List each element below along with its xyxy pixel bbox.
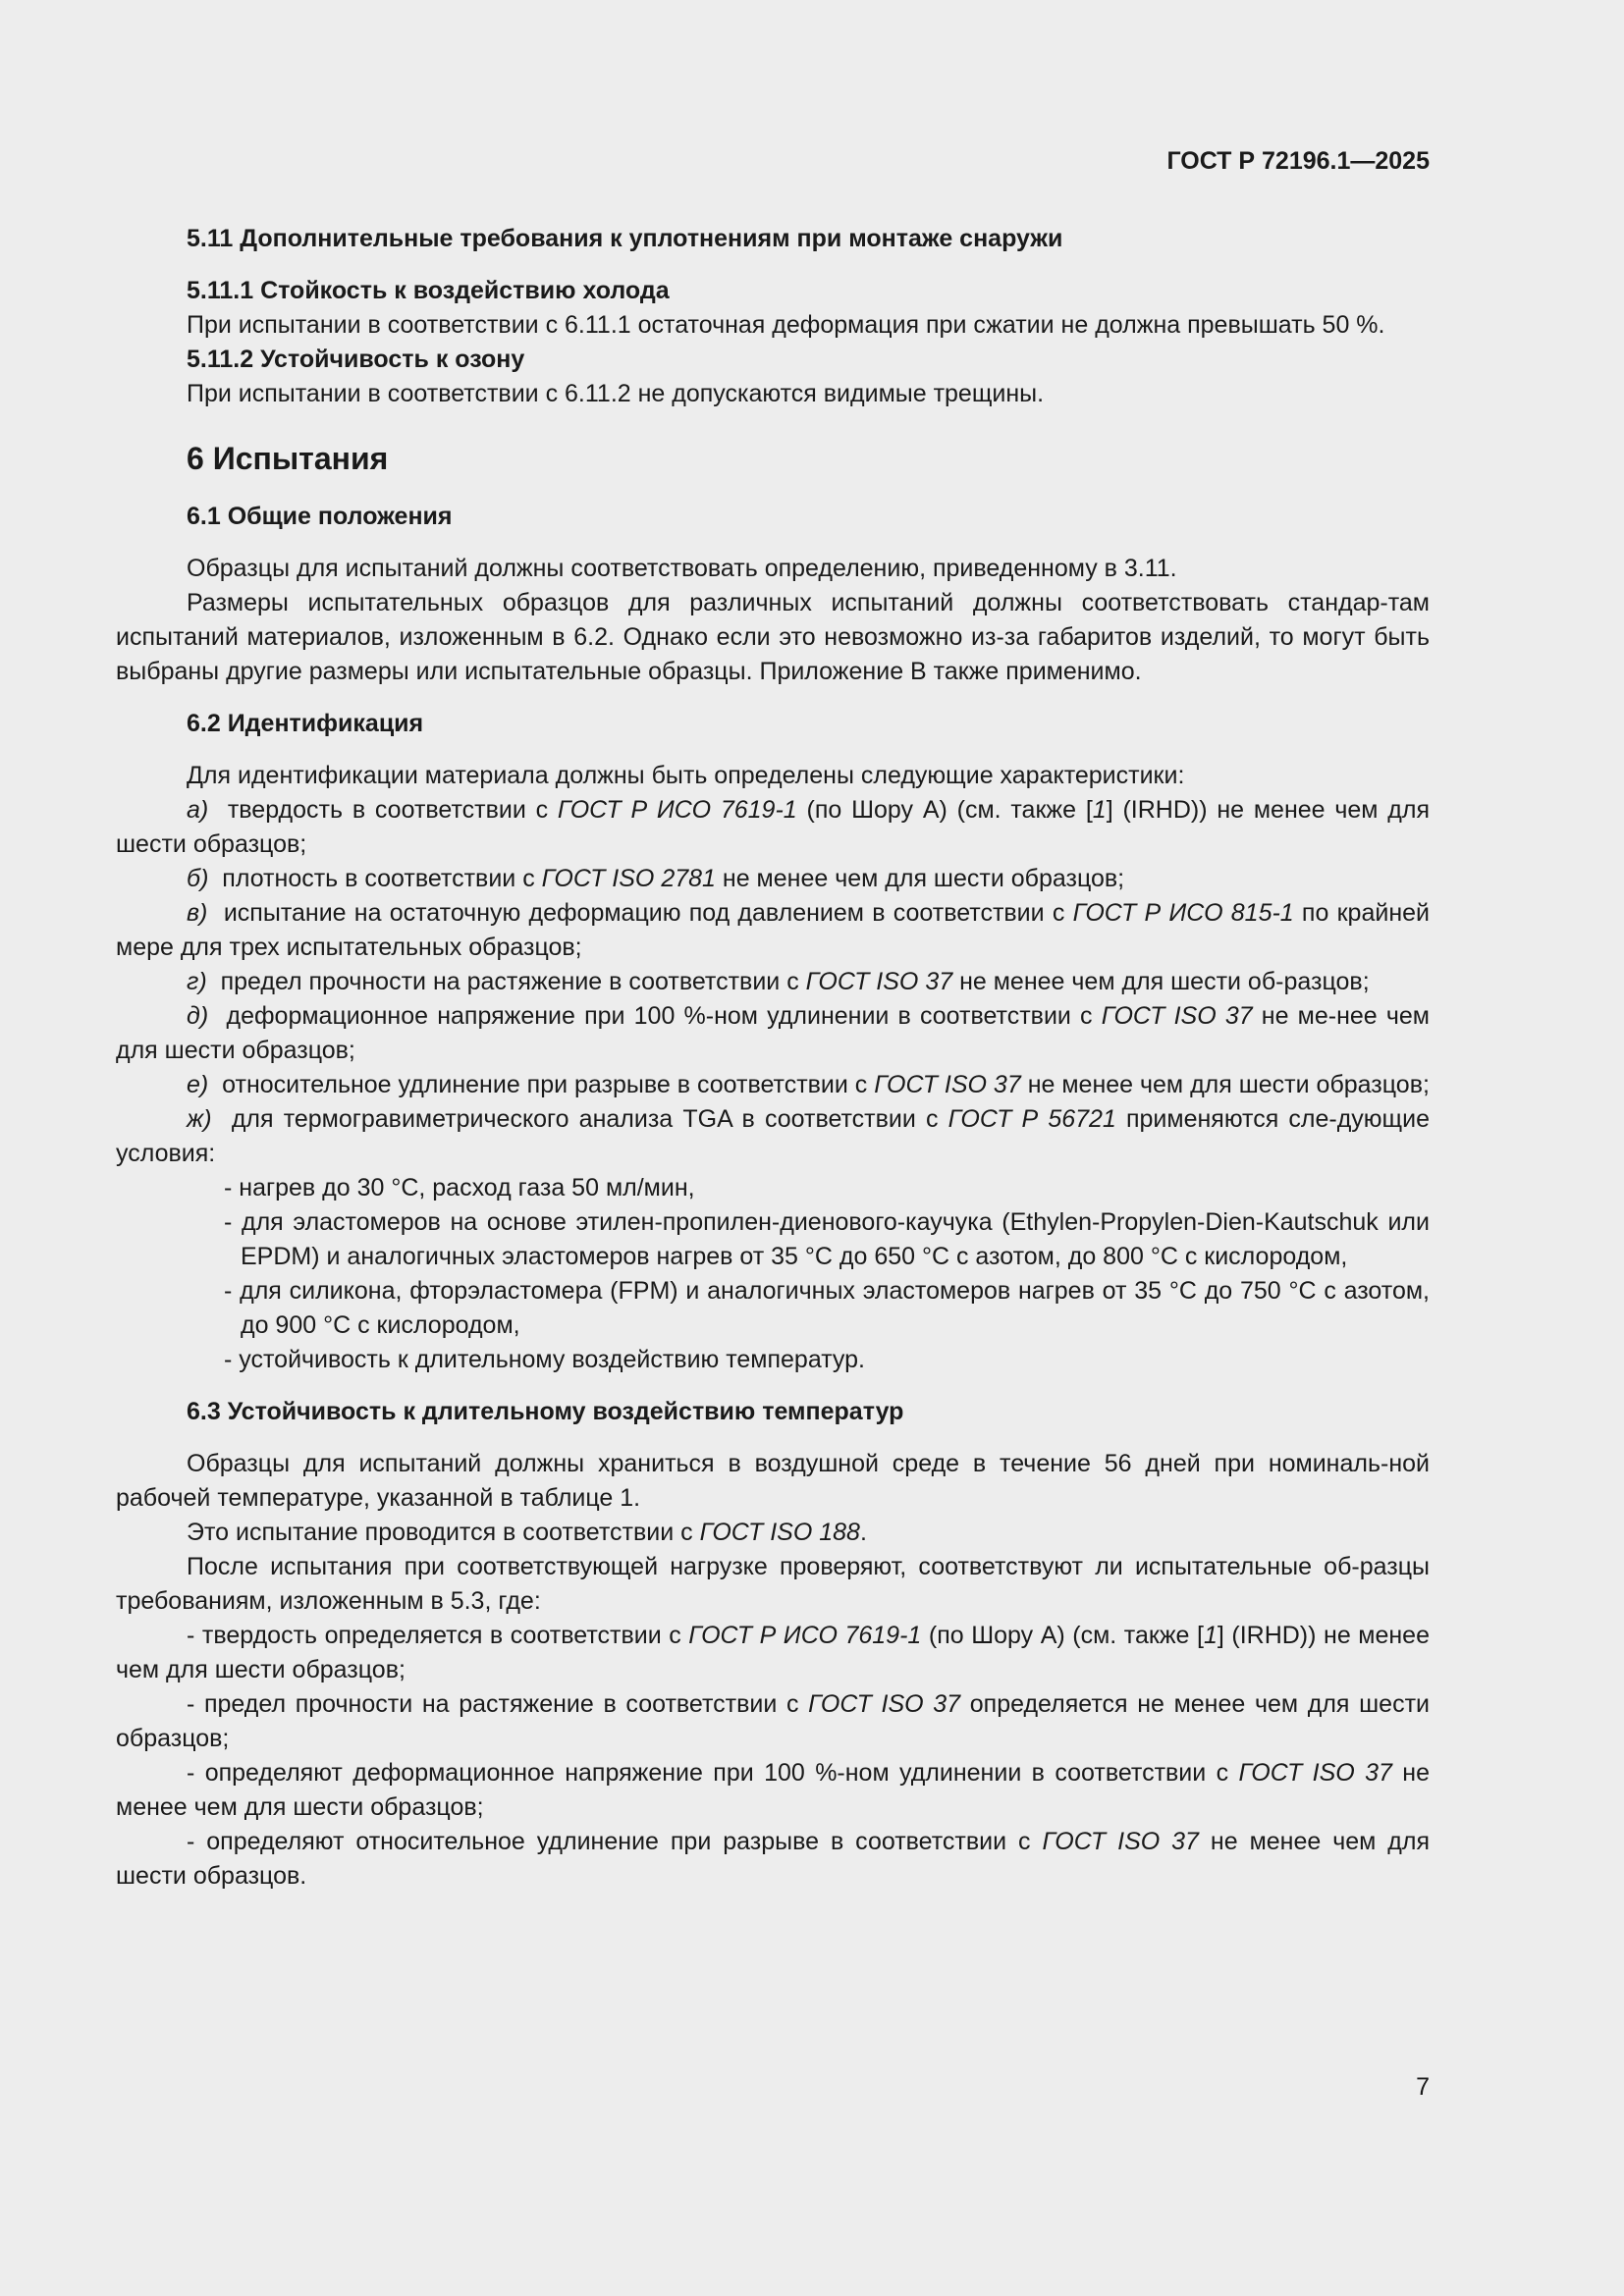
section-5-11-1-text: При испытании в соответствии с 6.11.1 остаточная деформация при сжатии не должна превышать 50 %. (187, 311, 1385, 339)
section-6-3-item-3 (116, 1756, 1430, 1825)
list-item-text: - определяют относительное удлинение при разрыве в соответствии с (187, 1828, 1043, 1855)
section-6-heading: 6 Испытания (187, 441, 389, 476)
list-item-text: (по Шору А) (см. также [ (921, 1622, 1204, 1649)
section-5-11-1-heading: 5.11.1 Стойкость к воздействию холода (187, 277, 670, 304)
standard-reference: ГОСТ ISO 37 (808, 1690, 961, 1718)
list-item-text: не менее чем для шести образцов; (116, 1759, 1431, 1821)
list-item-a (116, 793, 1430, 862)
list-item-text: (по Шору А) (см. также [ (796, 796, 1093, 824)
paragraph-text: . (859, 1519, 867, 1546)
standard-reference: ГОСТ Р ИСО 7619-1 (557, 796, 797, 824)
list-marker: д) (187, 1002, 209, 1030)
tga-condition-item: - для силикона, фторэластомера (FPM) и аналогичных эластомеров нагрев от 35 °С до 750 °С с азотом, до 900 °С с кислородом, (224, 1277, 1430, 1339)
list-item-text: определяется не менее чем для шести образцов; (116, 1690, 1430, 1752)
page-body (116, 222, 1430, 1894)
list-item-text: - определяют деформационное напряжение при 100 %-ном удлинении в соответствии с (187, 1759, 1239, 1787)
document-header: ГОСТ Р 72196.1—2025 (1166, 147, 1430, 175)
list-item-e (116, 1068, 1430, 1102)
tga-condition-item: - нагрев до 30 °С, расход газа 50 мл/мин, (224, 1174, 695, 1201)
list-item-text: ] (IRHD)) не менее чем для шести образцов; (116, 796, 1430, 858)
section-5-11-2-heading: 5.11.2 Устойчивость к озону (187, 346, 525, 373)
citation: 1 (1092, 796, 1107, 824)
list-item-text: применяются сле-дующие условия: (116, 1105, 1430, 1167)
paragraph-text: Это испытание проводится в соответствии с (187, 1519, 700, 1546)
tga-condition-item: - устойчивость к длительному воздействию температур. (224, 1346, 865, 1373)
list-item-v (116, 896, 1430, 965)
list-item-g (116, 965, 1430, 999)
list-item-text: деформационное напряжение при 100 %-ном удлинении в соответствии с (226, 1002, 1102, 1030)
standard-reference: ГОСТ ISO 37 (1101, 1002, 1253, 1030)
list-item-text: не менее чем для шести образцов. (116, 1828, 1430, 1890)
list-item-text: не менее чем для шести об-разцов; (952, 968, 1370, 995)
list-item-b (116, 862, 1430, 896)
section-5-11-2-text: При испытании в соответствии с 6.11.2 не допускаются видимые трещины. (187, 380, 1045, 407)
list-item-text: плотность в соответствии с (222, 865, 542, 892)
standard-reference: ГОСТ ISO 37 (805, 968, 953, 995)
section-6-3-item-4 (116, 1825, 1430, 1894)
list-item-text: твердость в соответствии с (227, 796, 558, 824)
list-item-text: для термогравиметрического анализа TGA в соответствии с (231, 1105, 948, 1133)
standard-reference: ГОСТ ISO 188 (699, 1519, 860, 1546)
list-marker: в) (187, 899, 208, 927)
tga-condition-item: - для эластомеров на основе этилен-пропилен-диенового-каучука (Ethylen-Propylen-Dien-Kautschuk или EPDM) и аналогичных эластомеров нагрев от 35 °С до 650 °С с азотом, до 800 °С с кислородом, (224, 1208, 1430, 1270)
list-marker: ж) (187, 1105, 212, 1133)
list-item-text: ] (IRHD)) не менее чем для шести образцов; (116, 1622, 1430, 1683)
section-6-3-item-1 (116, 1619, 1430, 1687)
standard-reference: ГОСТ ISO 2781 (541, 865, 716, 892)
section-6-2-intro: Для идентификации материала должны быть определены следующие характеристики: (187, 762, 1185, 789)
list-item-text: предел прочности на растяжение в соответствии с (220, 968, 806, 995)
list-item-text: испытание на остаточную деформацию под давлением в соответствии с (223, 899, 1073, 927)
list-item-text: не ме-нее чем для шести образцов; (116, 1002, 1430, 1064)
standard-reference: ГОСТ ISO 37 (1238, 1759, 1392, 1787)
list-item-zh (116, 1102, 1430, 1171)
section-6-3-para-1: Образцы для испытаний должны храниться в воздушной среде в течение 56 дней при номиналь-ной рабочей температуре, указанной в таблице 1. (116, 1450, 1430, 1512)
list-item-text: не менее чем для шести образцов; (715, 865, 1125, 892)
standard-reference: ГОСТ Р 56721 (947, 1105, 1116, 1133)
section-6-1-heading: 6.1 Общие положения (187, 503, 453, 530)
section-6-2-heading: 6.2 Идентификация (187, 710, 424, 737)
standard-reference: ГОСТ Р ИСО 7619-1 (688, 1622, 922, 1649)
section-6-3-para-2 (116, 1516, 1430, 1550)
list-marker: б) (187, 865, 209, 892)
list-item-text: по крайней мере для трех испытательных образцов; (116, 899, 1430, 961)
section-6-1-para-2: Размеры испытательных образцов для различных испытаний должны соответствовать стандар-там испытаний материалов, изложенным в 6.2. Однако если это невозможно из-за габаритов изделий, то могут быть выбраны другие размеры или испытательные образцы. Приложение В также применимо. (116, 589, 1430, 685)
section-6-3-para-3: После испытания при соответствующей нагрузке проверяют, соответствуют ли испытательные об-разцы требованиям, изложенным в 5.3, где: (116, 1553, 1430, 1615)
section-5-11-heading: 5.11 Дополнительные требования к уплотнениям при монтаже снаружи (187, 225, 1063, 252)
section-6-3-item-2 (116, 1687, 1430, 1756)
list-marker: г) (187, 968, 207, 995)
list-marker: е) (187, 1071, 209, 1098)
page-number: 7 (1416, 2073, 1430, 2101)
citation: 1 (1203, 1622, 1218, 1649)
list-marker: а) (187, 796, 209, 824)
list-item-text: - твердость определяется в соответствии с (187, 1622, 689, 1649)
list-item-text: не менее чем для шести образцов; (1020, 1071, 1430, 1098)
standard-reference: ГОСТ ISO 37 (1042, 1828, 1199, 1855)
list-item-text: относительное удлинение при разрыве в соответствии с (222, 1071, 875, 1098)
standard-reference: ГОСТ ISO 37 (874, 1071, 1021, 1098)
standard-reference: ГОСТ Р ИСО 815-1 (1072, 899, 1294, 927)
section-6-1-para-1: Образцы для испытаний должны соответствовать определению, приведенному в 3.11. (187, 555, 1177, 582)
list-item-text: - предел прочности на растяжение в соответствии с (187, 1690, 809, 1718)
section-6-3-heading: 6.3 Устойчивость к длительному воздействию температур (187, 1398, 904, 1425)
list-item-d (116, 999, 1430, 1068)
